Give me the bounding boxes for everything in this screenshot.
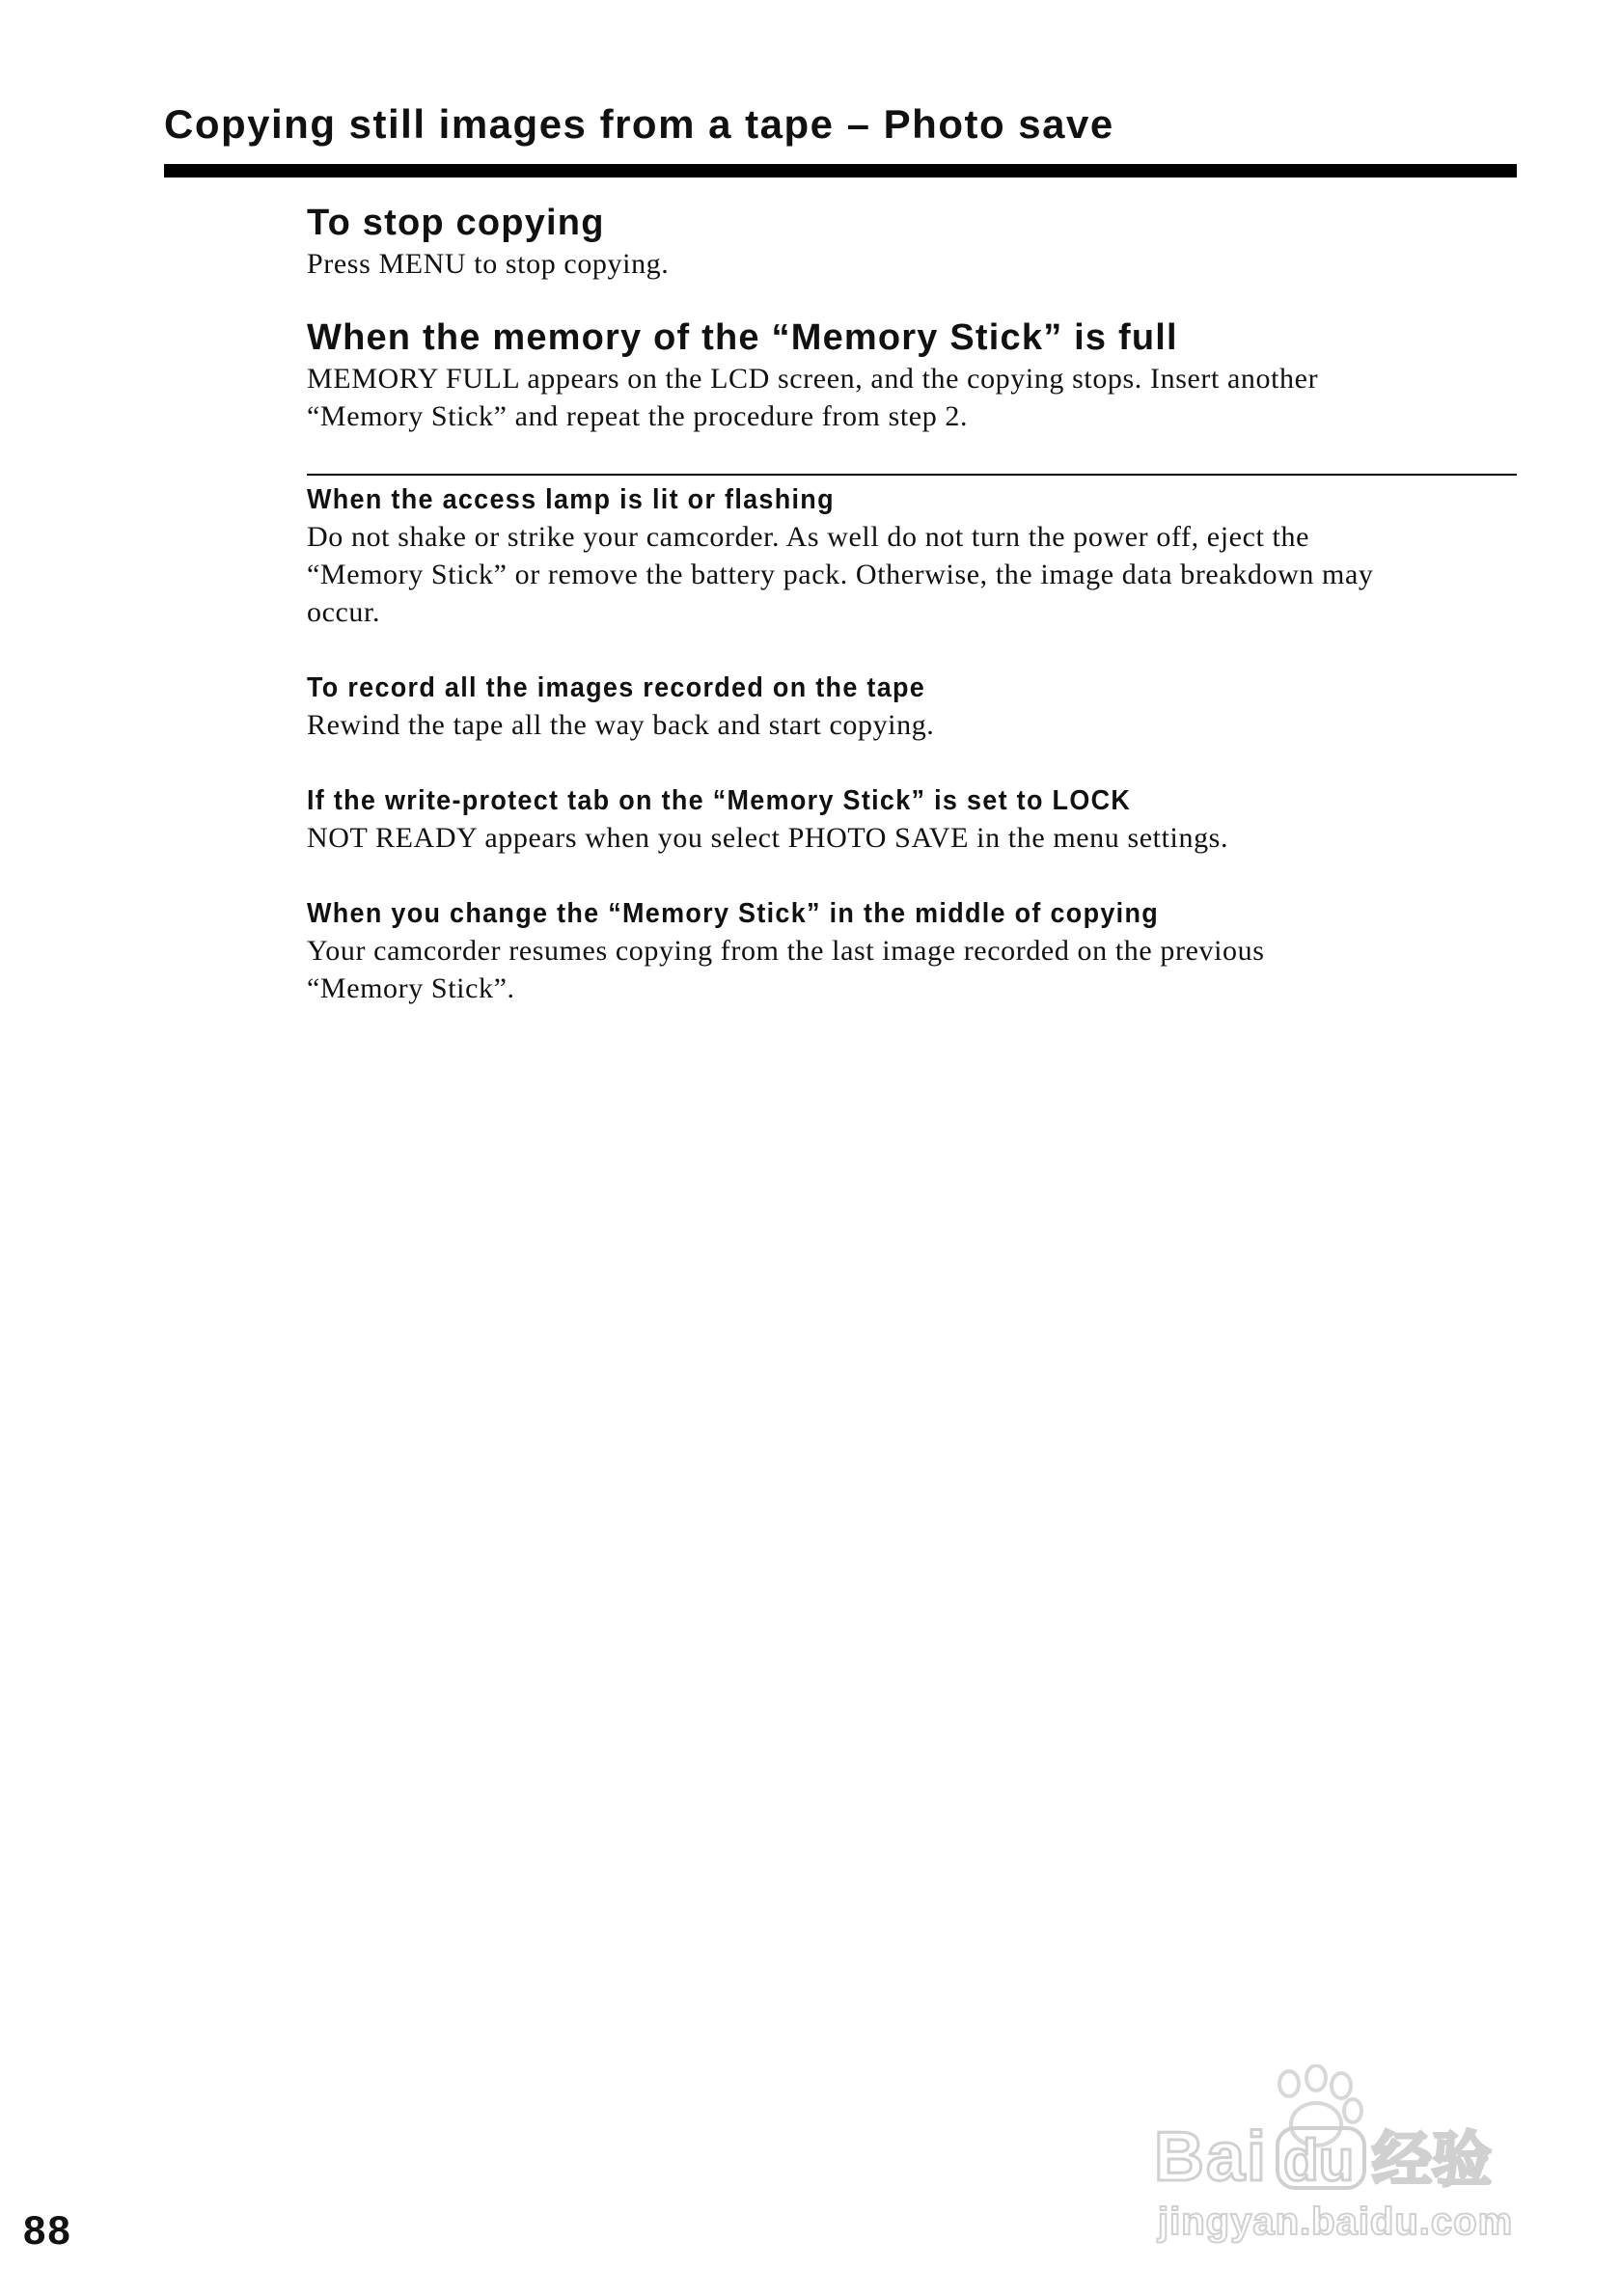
svg-text:经验: 经验 xyxy=(1372,2124,1493,2195)
body-line: NOT READY appears when you select PHOTO SAVE in the menu settings. xyxy=(307,822,1229,854)
body-line: Do not shake or strike your camcorder. As well do not turn the power off, eject the xyxy=(307,521,1309,553)
note-heading: If the write-protect tab on the “Memory Stick” is set to LOCK xyxy=(307,785,1132,816)
body-line: Press MENU to stop copying. xyxy=(307,248,670,280)
svg-text:du: du xyxy=(1283,2128,1355,2193)
note-heading: When the access lamp is lit or flashing xyxy=(307,484,835,515)
body-line: MEMORY FULL appears on the LCD screen, and the copying stops. Insert another xyxy=(307,363,1319,395)
section-memory-full xyxy=(307,315,1517,435)
body-line: “Memory Stick” and repeat the procedure from step 2. xyxy=(307,400,969,432)
note-heading: To record all the images recorded on the tape xyxy=(307,672,926,703)
body-line: Your camcorder resumes copying from the last image recorded on the previous xyxy=(307,935,1265,967)
svg-text:jingyan.baidu.com: jingyan.baidu.com xyxy=(1158,2200,1514,2243)
body-line: occur. xyxy=(307,596,381,628)
note-access-lamp xyxy=(307,481,1517,631)
note-heading: When you change the “Memory Stick” in the middle of copying xyxy=(307,898,1160,929)
section-heading: To stop copying xyxy=(307,203,605,243)
main-content xyxy=(307,201,1517,1007)
note-record-all xyxy=(307,670,1517,744)
body-line: “Memory Stick” or remove the battery pack. Otherwise, the image data breakdown may xyxy=(307,559,1374,590)
page-title: Copying still images from a tape – Photo save xyxy=(164,101,1114,147)
notes-divider xyxy=(307,474,1517,476)
header-rule xyxy=(164,164,1517,178)
note-write-protect xyxy=(307,782,1517,857)
page-number: 88 xyxy=(23,2207,72,2253)
body-line: Rewind the tape all the way back and start copying. xyxy=(307,709,935,741)
du-badge xyxy=(1278,2128,1364,2193)
section-stop-copying xyxy=(307,201,1517,283)
svg-text:Bai: Bai xyxy=(1154,2118,1269,2196)
baidu-watermark xyxy=(1154,2064,1540,2248)
section-heading: When the memory of the “Memory Stick” is full xyxy=(307,317,1178,358)
note-change-stick xyxy=(307,895,1517,1007)
body-line: “Memory Stick”. xyxy=(307,972,515,1004)
page-header xyxy=(164,96,1517,152)
